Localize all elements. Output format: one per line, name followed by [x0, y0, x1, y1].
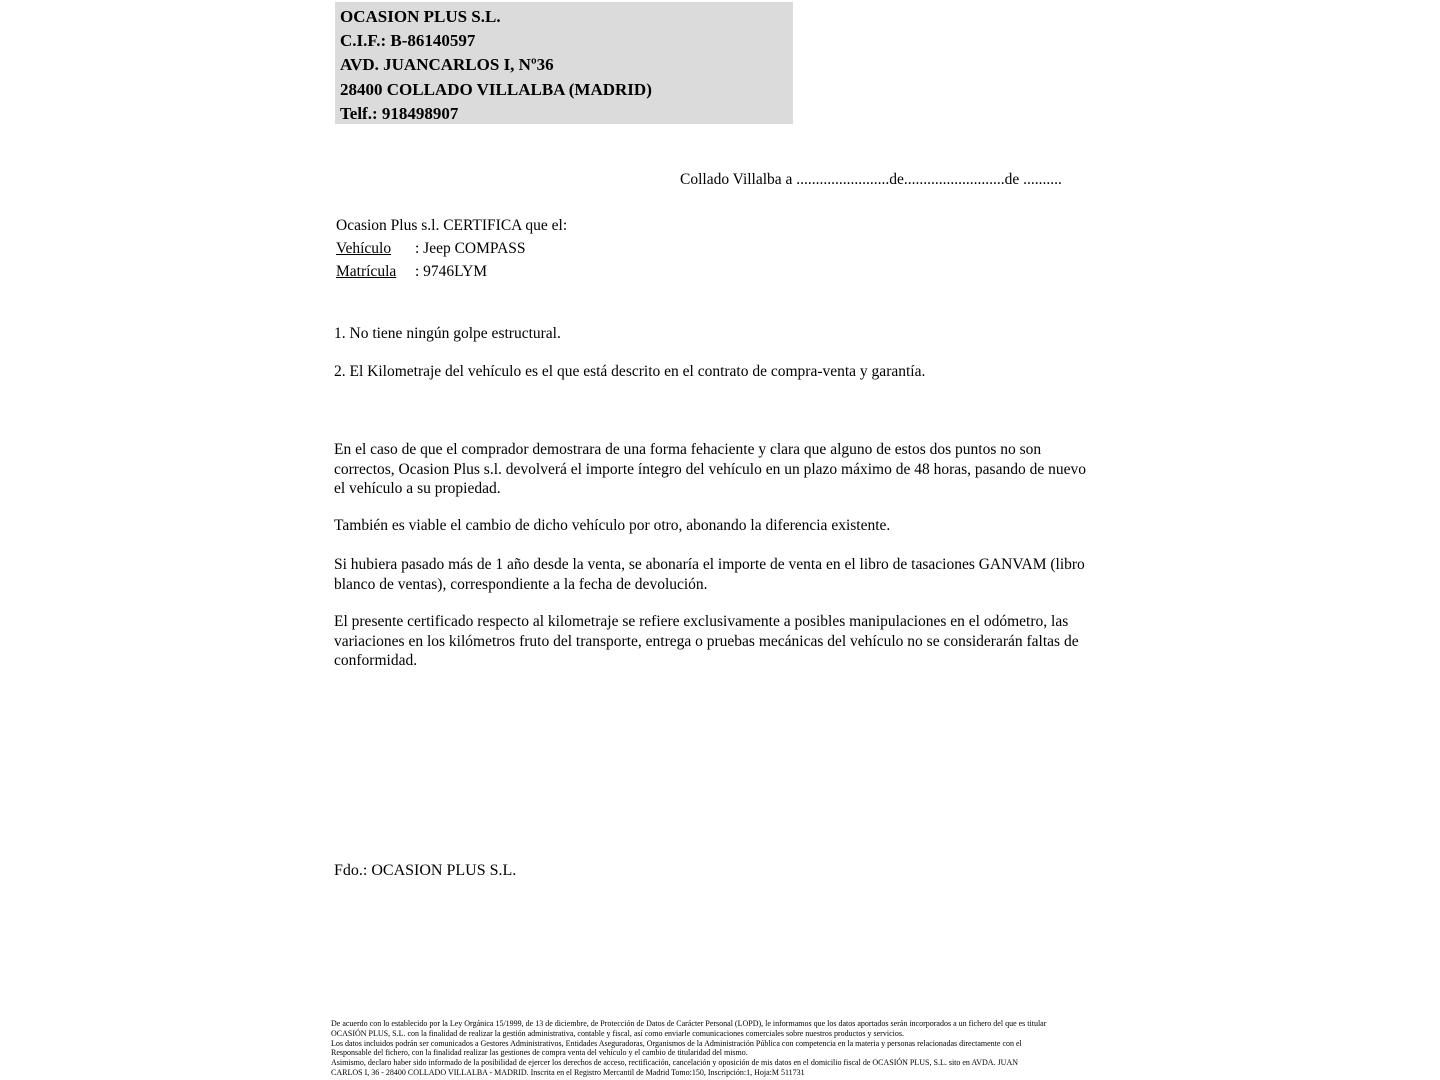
date-line: Collado Villalba a ........................de..........................de ..........: [680, 171, 1062, 188]
vehicle-label: Vehículo: [336, 240, 392, 257]
fine-print-line: Asimismo, declaro haber sido informado de la posibilidad de ejercer los derechos de acceso, rectificación, cancelación y oposición de mis datos en el domicilio fiscal de OCASIÓN PLUS, S.L. sito en AVDA. JUAN: [331, 1058, 1019, 1068]
company-header-box: [335, 2, 793, 124]
company-city: 28400 COLLADO VILLALBA (MADRID): [340, 79, 652, 99]
vehicle-value: : Jeep COMPASS: [415, 240, 526, 257]
certified-item-2: 2. El Kilometraje del vehículo es el que está descrito en el contrato de compra-venta y garantía.: [334, 363, 926, 380]
paragraph-ganvam: Si hubiera pasado más de 1 año desde la venta, se abonaría el importe de venta en el libro de tasaciones GANVAM (libro blanco de ventas), correspondiente a la fecha de devolución.: [334, 556, 1085, 593]
plate-value: : 9746LYM: [415, 263, 488, 280]
plate-field: [336, 263, 487, 281]
certified-item-1: 1. No tiene ningún golpe estructural.: [334, 325, 561, 342]
fine-print-line: De acuerdo con lo establecido por la Ley Orgánica 15/1999, de 13 de diciembre, de Protección de Datos de Carácter Personal (LOPD), le informamos que los datos aportados serán incorporados a un fichero del que es titular: [331, 1019, 1047, 1028]
company-name: OCASION PLUS S.L.: [340, 7, 501, 26]
company-phone: Telf.: 918498907: [340, 103, 459, 123]
company-cif: C.I.F.: B-86140597: [340, 31, 476, 51]
certifica-intro: Ocasion Plus s.l. CERTIFICA que el:: [336, 217, 568, 234]
paragraph-refund: En el caso de que el comprador demostrara de una forma fehaciente y clara que alguno de estos dos puntos no son correctos, Ocasion Plus s.l. devolverá el importe íntegro del vehículo en un plazo máximo de 48 horas, pasando de nuevo el vehículo a su propiedad.: [334, 441, 1086, 497]
paragraph-odometer: El presente certificado respecto al kilometraje se refiere exclusivamente a posibles manipulaciones en el odómetro, las variaciones en los kilómetros fruto del transporte, entrega o pruebas mecánicas del vehículo no se considerarán faltas de conformidad.: [334, 613, 1079, 669]
fine-print-line: Los datos incluidos podrán ser comunicados a Gestores Administrativos, Entidades Aseguradoras, Organismos de la Administración Pública con competencia en la materia y personas relacionadas directamente con el: [331, 1038, 1022, 1048]
fine-print-line: CARLOS I, 36 - 28400 COLLADO VILLALBA - MADRID. Inscrita en el Registro Mercantil de Madrid Tomo:150, Inscripción:1, Hoja:M 511731: [331, 1067, 805, 1077]
fine-print-line: Responsable del fichero, con la finalidad realizar las gestiones de compra venta del vehículo y el cambio de titularidad del mismo.: [331, 1048, 748, 1058]
fine-print-line: OCASIÓN PLUS, S.L. con la finalidad de realizar la gestión administrativa, contable y fiscal, así como enviarle comunicaciones comerciales sobre nuestros productos y servicios.: [331, 1028, 904, 1038]
company-address: AVD. JUANCARLOS I, Nº36: [340, 55, 554, 75]
signature-line: Fdo.: OCASION PLUS S.L.: [334, 862, 517, 879]
paragraph-exchange: También es viable el cambio de dicho vehículo por otro, abonando la diferencia existente.: [334, 517, 891, 534]
vehicle-field: [336, 240, 526, 258]
plate-label: Matrícula: [336, 263, 397, 280]
legal-fine-print: [331, 1019, 1046, 1078]
